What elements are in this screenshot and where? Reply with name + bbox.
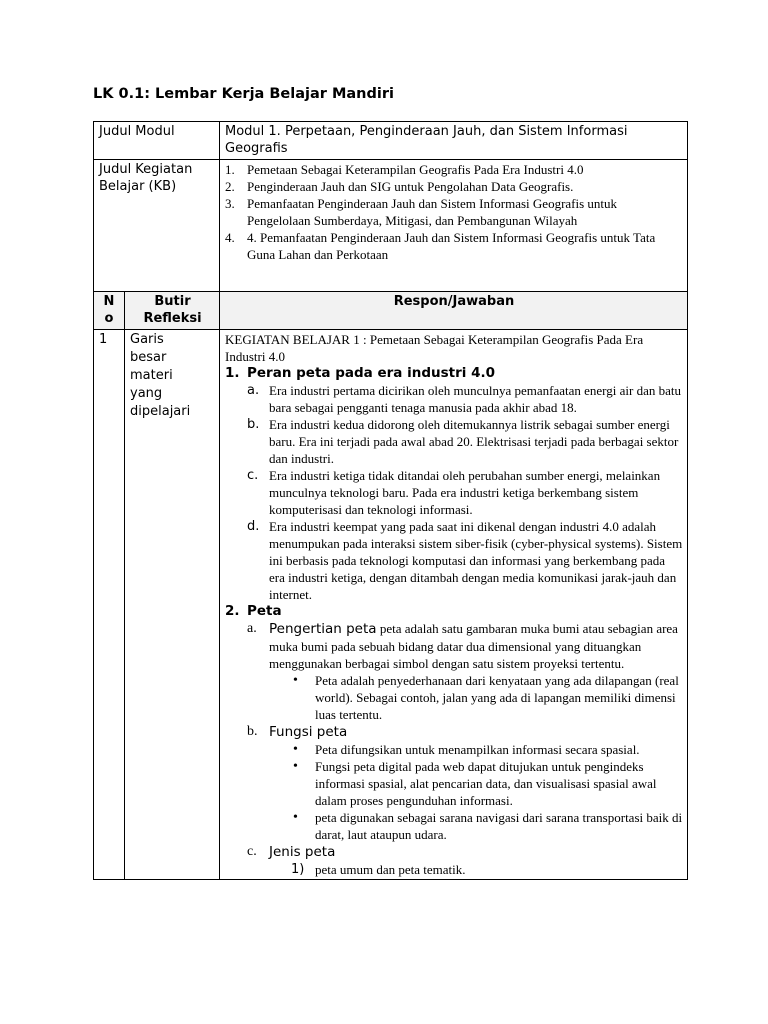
header-butir: Butir Refleksi [125, 292, 220, 330]
section-1-items [247, 382, 683, 603]
pengertian-item: a. Pengertian peta peta adalah satu gambaran muka bumi atau sebagian area muka bumi pada sebuah bidang datar dua dimensional yang dituangkan menggunakan berbagai simbol dengan satu sistem proyeksi tertentu. • Peta adalah penyederhanaan dari kenyataan yang ada dilapangan (real world). Sebagai contoh, jalan yang ada di lapangan memiliki dimensi luas tertentu. [247, 620, 683, 723]
section-1: 1. Peran peta pada era industri 4.0 a. Era industri pertama dicirikan oleh munculnya pemanfaatan energi air dan batu bara sebagai pengganti tenaga manusia pada akhir abad 18. b. Era industri kedua didorong oleh ditemukannya listrik sebagai sumber energi baru. Era ini terjadi pada awal abad 20. Elektrisasi terjadi pada berbagai sektor dan industri. c. Era industri ketiga tidak ditandai oleh perubahan sumber energi, melainkan munculnya teknologi baru. Pada era industri ketiga berkembang sistem komputerisasi dan teknologi informasi. d. Era industri keempat yang pada saat ini dikenal dengan industri 4.0 adalah menumpukan pada interaksi sistem siber-fisik (cyber-physical systems). Sistem ini berbasis pada teknologi komputasi dan informasi yang berkembang pada era industri ketiga, dengan ditambah dengan media komunikasi jarak-jauh dan internet. [225, 365, 683, 602]
bullet-item: • peta digunakan sebagai sarana navigasi dari sarana transportasi baik di darat, laut ataupun udara. [293, 810, 683, 842]
kegiatan-item: 4. 4. Pemanfaatan Penginderaan Jauh dan Sistem Informasi Geografis untuk Tata Guna Lahan dan Perkotaan [225, 230, 656, 262]
bullet-item: • Peta adalah penyederhanaan dari kenyataan yang ada dilapangan (real world). Sebagai contoh, jalan yang ada di lapangan memiliki dimensi luas tertentu. [293, 673, 679, 722]
kb-intro: KEGIATAN BELAJAR 1 : Pemetaan Sebagai Keterampilan Geografis Pada Era Industri 4.0 [225, 332, 644, 364]
section-2-title: Peta [247, 603, 282, 619]
kegiatan-label: Judul Kegiatan Belajar (KB) [94, 160, 220, 292]
kegiatan-list-cell [220, 160, 688, 292]
list-item: a. Era industri pertama dicirikan oleh munculnya pemanfaatan energi air dan batu bara sebagai pengganti tenaga manusia pada akhir abad 18. [247, 383, 681, 415]
pengertian-bullets [269, 672, 683, 723]
list-item: b. Era industri kedua didorong oleh ditemukannya listrik sebagai sumber energi baru. Era ini terjadi pada awal abad 20. Elektrisasi terjadi pada berbagai sektor dan industri. [247, 417, 679, 466]
header-row [94, 292, 688, 330]
modul-label: Judul Modul [94, 122, 220, 160]
header-no: No [94, 292, 125, 330]
page-title: LK 0.1: Lembar Kerja Belajar Mandiri [93, 86, 394, 102]
section-2-items [247, 620, 683, 878]
row-no: 1 [94, 330, 125, 880]
row-respon [220, 330, 688, 880]
row-butir: Garis besar materi yang dipelajari [125, 330, 220, 880]
list-item: c. Era industri ketiga tidak ditandai oleh perubahan sumber energi, melainkan munculnya teknologi baru. Pada era industri ketiga berkembang sistem komputerisasi dan teknologi informasi. [247, 468, 661, 517]
kegiatan-row [94, 160, 688, 292]
jenis-sub-item: 1) peta umum dan peta tematik. [291, 862, 466, 877]
kegiatan-item: 3. Pemanfaatan Penginderaan Jauh dan Sistem Informasi Geografis untuk Pengelolaan Sumberdaya, Mitigasi, dan Pembangunan Wilayah [225, 196, 618, 228]
header-respon: Respon/Jawaban [220, 292, 688, 330]
bullet-item: • Peta difungsikan untuk menampilkan informasi secara spasial. [293, 742, 640, 757]
reflection-row-1 [94, 330, 688, 880]
jenis-head: Jenis peta [269, 844, 336, 860]
section-1-title: Peran peta pada era industri 4.0 [247, 365, 495, 381]
kegiatan-item: 1. Pemetaan Sebagai Keterampilan Geografis Pada Era Industri 4.0 [225, 162, 584, 177]
fungsi-bullets [269, 741, 683, 843]
section-2: 2. Peta a. Pengertian peta peta adalah satu gambaran muka bumi atau sebagian area muka bumi pada sebuah bidang datar dua dimensional yang dituangkan menggunakan berbagai simbol dengan satu sistem proyeksi tertentu. • Peta adalah penyederhanaan dari kenyataan yang ada dilapangan (real world). Sebagai contoh, jalan yang ada di lapangan memiliki dimensi luas tertentu. b. Fungsi peta • Peta difungsikan untuk menampilkan informasi secara spasial. • Fungsi peta digital pada web dapat ditujukan untuk pengindeks informasi spasial, alat pencarian data, dan visualisasi spasial awal dalam proses pengunduhan informasi. • peta digunakan sebagai sarana navigasi dari sarana transportasi baik di darat, laut ataupun udara. c. Jenis peta 1) peta umum dan peta tematik. [225, 603, 683, 877]
fungsi-head: Fungsi peta [269, 724, 348, 740]
modul-value: Modul 1. Perpetaan, Penginderaan Jauh, dan Sistem Informasi Geografis [220, 122, 688, 160]
kegiatan-list [225, 161, 683, 263]
jenis-list [269, 861, 683, 878]
bullet-item: • Fungsi peta digital pada web dapat ditujukan untuk pengindeks informasi spasial, alat pencarian data, dan visualisasi spasial awal dalam proses pengunduhan informasi. [293, 759, 657, 808]
pengertian-head: Pengertian peta [269, 621, 377, 637]
kegiatan-item: 2. Penginderaan Jauh dan SIG untuk Pengolahan Data Geografis. [225, 179, 574, 194]
list-item: d. Era industri keempat yang pada saat ini dikenal dengan industri 4.0 adalah menumpukan pada interaksi sistem siber-fisik (cyber-physical systems). Sistem ini berbasis pada teknologi komputasi dan informasi yang berkembang pada era industri ketiga, dengan ditambah dengan media komunikasi jarak-jauh dan internet. [247, 519, 683, 602]
section-list [225, 365, 683, 878]
jenis-item: c. Jenis peta 1) peta umum dan peta tematik. [247, 843, 683, 878]
fungsi-item: b. Fungsi peta • Peta difungsikan untuk menampilkan informasi secara spasial. • Fungsi peta digital pada web dapat ditujukan untuk pengindeks informasi spasial, alat pencarian data, dan visualisasi spasial awal dalam proses pengunduhan informasi. • peta digunakan sebagai sarana navigasi dari sarana transportasi baik di darat, laut ataupun udara. [247, 724, 683, 842]
worksheet-table [93, 121, 688, 880]
modul-row [94, 122, 688, 160]
